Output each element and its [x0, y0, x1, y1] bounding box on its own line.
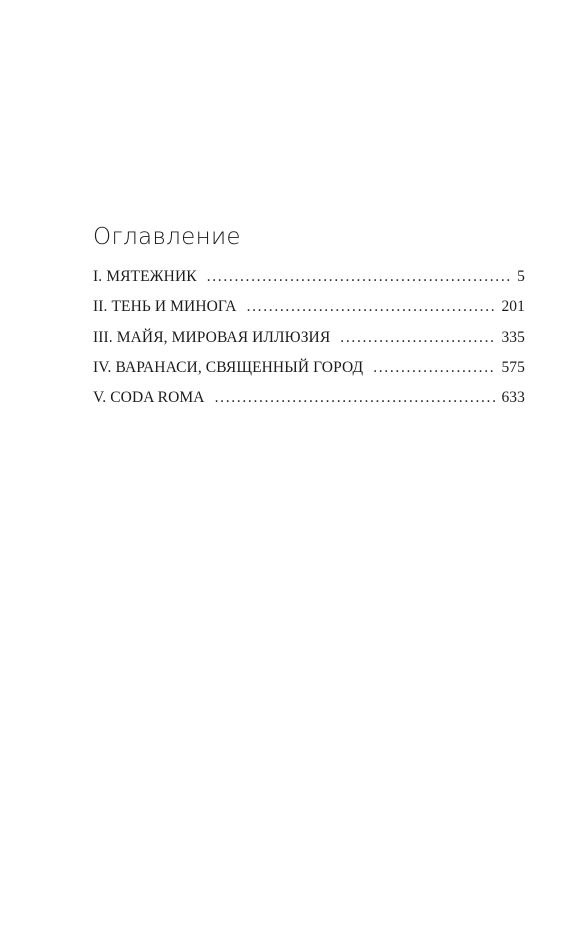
toc-page-number: 335: [501, 328, 525, 346]
dot-leader: [207, 268, 511, 286]
dot-leader: [340, 329, 495, 347]
dot-leader: [215, 389, 496, 407]
toc-entry: [93, 268, 525, 298]
toc-entry: [93, 329, 525, 359]
toc-entry-title: V. CODA ROMA: [93, 389, 205, 407]
dot-leader: [373, 359, 495, 377]
dot-leader: [247, 298, 496, 316]
toc-page-number: 633: [501, 389, 525, 407]
toc-entry-title: III. МАЙЯ, МИРОВАЯ ИЛЛЮЗИЯ: [93, 328, 331, 346]
toc-page-number: 5: [517, 268, 525, 285]
toc-heading: Оглавление: [93, 224, 241, 250]
toc-list: [93, 268, 525, 419]
toc-entry: [93, 389, 525, 419]
toc-entry-title: IV. ВАРАНАСИ, СВЯЩЕННЫЙ ГОРОД: [93, 358, 364, 376]
toc-entry-title: I. МЯТЕЖНИК: [93, 268, 197, 285]
toc-entry: [93, 359, 525, 389]
toc-page-number: 575: [501, 358, 525, 376]
toc-entry: [93, 298, 525, 328]
toc-entry-title: II. ТЕНЬ И МИНОГА: [93, 298, 237, 316]
toc-page-number: 201: [501, 298, 525, 316]
